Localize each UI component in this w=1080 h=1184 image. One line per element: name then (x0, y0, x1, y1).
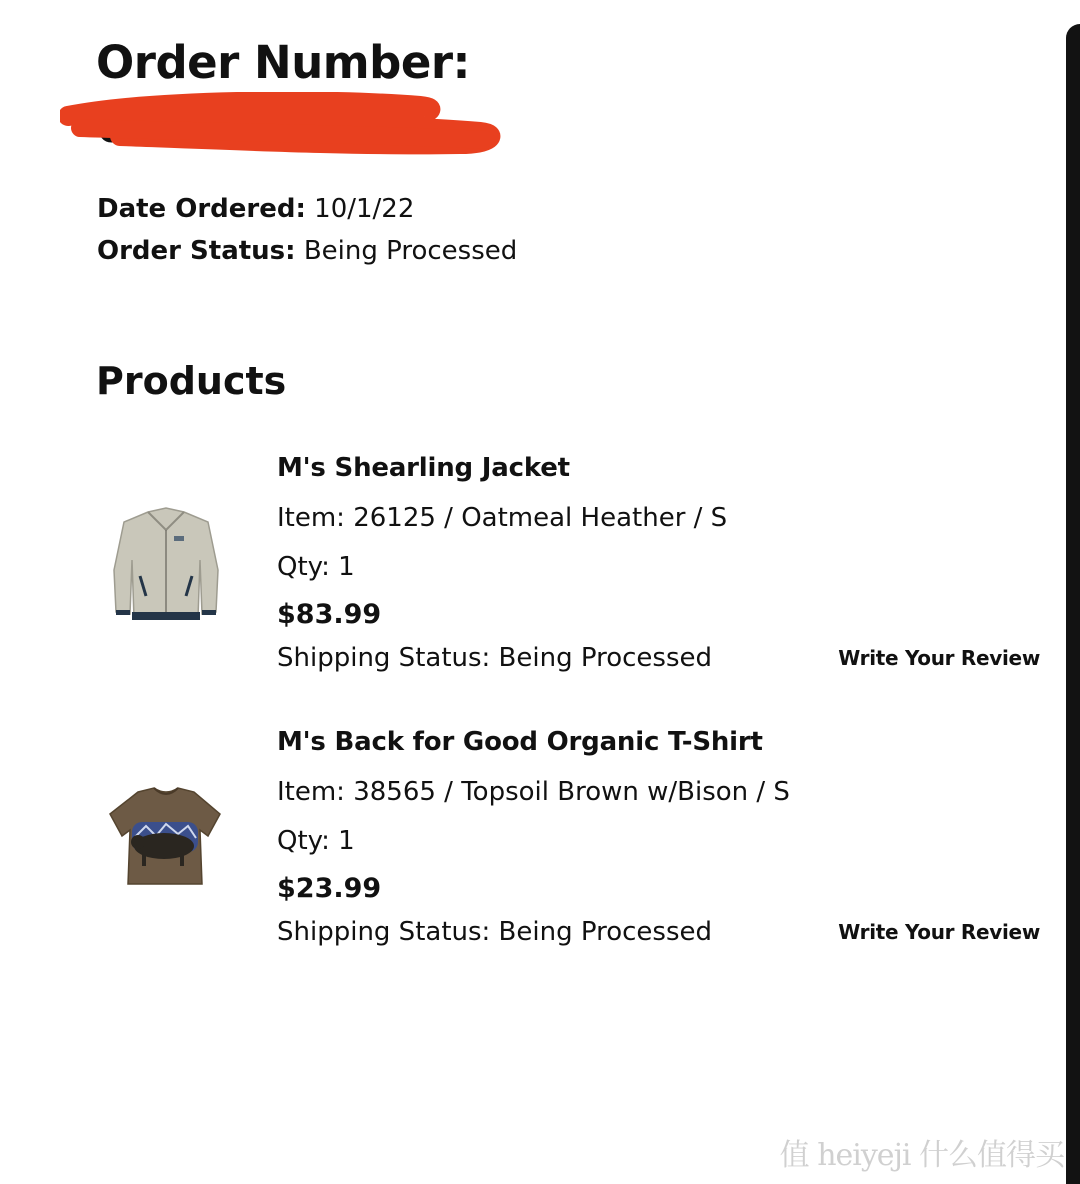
product-price: $23.99 (277, 873, 382, 904)
products-heading: Products (96, 359, 287, 403)
product-name[interactable]: M's Back for Good Organic T-Shirt (277, 727, 763, 757)
write-review-link[interactable]: Write Your Review (838, 920, 1040, 944)
order-number-title: Order Number: (96, 36, 471, 89)
watermark-text: 值 heiyeji 什么值得买 (779, 1138, 1064, 1173)
order-status (97, 235, 517, 267)
redaction-scribble (60, 92, 510, 162)
order-status-value: Being Processed (303, 236, 518, 266)
shipping-status: Shipping Status: Being Processed (277, 643, 712, 673)
write-review-link[interactable]: Write Your Review (838, 646, 1040, 670)
product-price: $83.99 (277, 599, 382, 630)
product-item: Item: 38565 / Topsoil Brown w/Bison / S (277, 777, 790, 807)
order-number-redacted (60, 92, 510, 162)
product-qty: Qty: 1 (277, 826, 355, 856)
tshirt-thumbnail-icon[interactable] (104, 780, 228, 910)
date-ordered-value: 10/1/22 (314, 194, 415, 224)
product-qty: Qty: 1 (277, 552, 355, 582)
jacket-thumbnail-icon[interactable] (104, 500, 228, 630)
product-row (0, 450, 1080, 690)
order-status-label: Order Status: (97, 236, 296, 266)
product-row (0, 724, 1080, 964)
product-item: Item: 26125 / Oatmeal Heather / S (277, 503, 728, 533)
date-ordered-label: Date Ordered: (97, 194, 306, 224)
date-ordered (97, 193, 414, 225)
product-name[interactable]: M's Shearling Jacket (277, 453, 570, 483)
shipping-status: Shipping Status: Being Processed (277, 917, 712, 947)
order-number-value: 0516636 (96, 100, 316, 153)
